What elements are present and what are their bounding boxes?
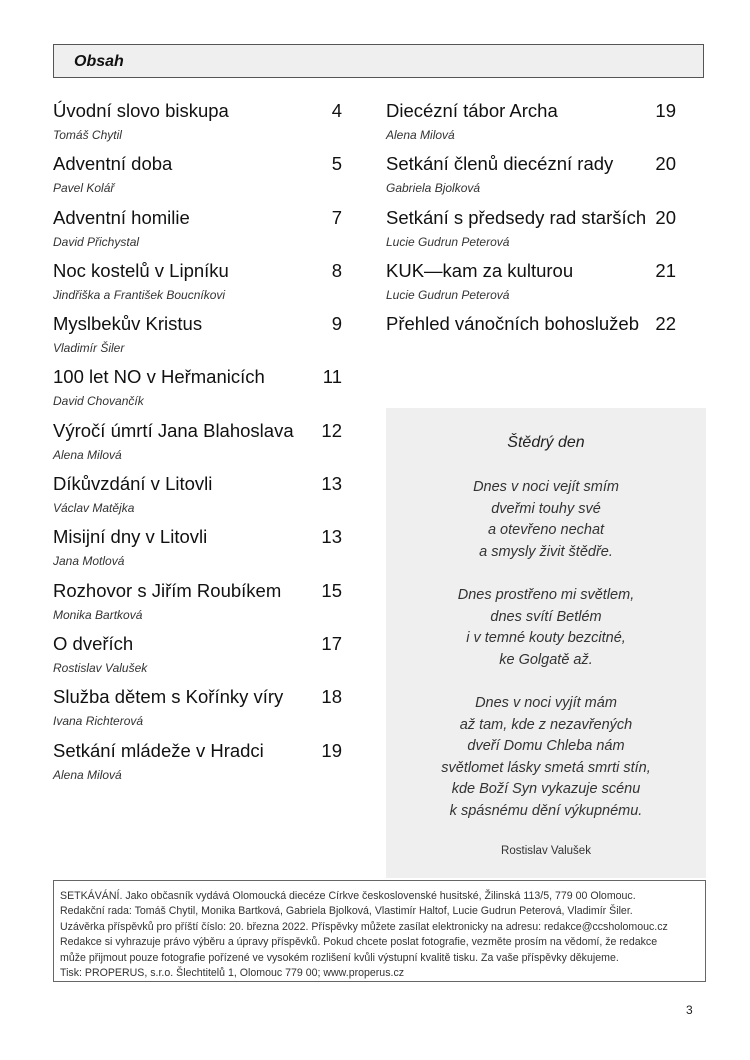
- toc-entry-page: 22: [655, 313, 676, 335]
- imprint-line: Redakční rada: Tomáš Chytil, Monika Bartková, Gabriela Bjolková, Vlastimír Haltof, Lucie Gudrun Peterová, Vladimír Šiler.: [60, 905, 633, 918]
- toc-entry-title[interactable]: Noc kostelů v Lipníku: [53, 259, 229, 281]
- toc-entry-author: Alena Milová: [386, 128, 455, 142]
- poem-line: a smysly živit štědře.: [479, 543, 613, 560]
- toc-entry-title[interactable]: KUK—kam za kulturou: [386, 259, 574, 281]
- toc-entry[interactable]: [53, 738, 342, 791]
- toc-entry-page: 15: [321, 579, 342, 601]
- poem-line: dveřmi touhy své: [491, 500, 601, 517]
- toc-entry-author: Ivana Richterová: [53, 714, 144, 729]
- poem-line: dveří Domu Chleba nám: [467, 738, 625, 755]
- toc-entry[interactable]: [53, 151, 342, 204]
- toc-entry[interactable]: [53, 471, 342, 524]
- toc-entry[interactable]: [53, 258, 342, 311]
- toc-entry[interactable]: [53, 364, 342, 417]
- toc-entry-title[interactable]: Úvodní slovo biskupa: [53, 100, 229, 121]
- toc-entry[interactable]: [386, 311, 676, 364]
- toc-entry-author: Alena Milová: [53, 767, 122, 782]
- imprint-line: může přijmout pouze fotografie pořízené ve vysokém rozlišení kvůli výstupní kvalitě tisku. Za vaše příspěvky děkujeme.: [60, 951, 619, 964]
- toc-entry-author: Pavel Kolář: [53, 181, 115, 196]
- poem-line: ke Golgatě až.: [499, 651, 593, 668]
- poem-line: dnes svítí Betlém: [490, 608, 602, 625]
- imprint-line: SETKÁVÁNÍ. Jako občasník vydává Olomoucká diecéze Církve československé husitské, Žilinská 113/5, 779 00 Olomouc.: [60, 890, 636, 902]
- toc-entry[interactable]: [53, 524, 342, 577]
- toc-entry-page: 13: [321, 526, 342, 548]
- toc-entry-page: 7: [331, 206, 342, 228]
- toc-entry-title[interactable]: Přehled vánočních bohoslužeb: [386, 313, 640, 335]
- toc-entry-page: 20: [655, 206, 676, 228]
- contents-title: Obsah: [74, 53, 124, 70]
- toc-entry-title[interactable]: O dveřích: [53, 632, 134, 654]
- toc-entry-author: Tomáš Chytil: [53, 128, 122, 142]
- toc-entry-author: Jindřiška a František Boucníkovi: [53, 287, 226, 302]
- toc-entry-page: 21: [655, 259, 676, 281]
- toc-entry-title[interactable]: Diecézní tábor Archa: [386, 100, 558, 121]
- toc-entry-page: 18: [321, 686, 342, 708]
- page-number: 3: [686, 1003, 693, 1017]
- imprint-line: Uzávěrka příspěvků pro příští číslo: 20. března 2022. Příspěvky můžete zasílat elektronicky na adresu: redakce@ccsholomouc.cz: [60, 920, 668, 933]
- toc-entry-title[interactable]: Adventní homilie: [53, 206, 190, 228]
- toc-entry[interactable]: [53, 578, 342, 631]
- imprint-line: Tisk: PROPERUS, s.r.o. Šlechtitelů 1, Olomouc 779 00; www.properus.cz: [60, 967, 405, 980]
- toc-entry-page: 17: [321, 632, 342, 654]
- toc-entry-author: Rostislav Valušek: [53, 660, 148, 675]
- toc-entry-page: 19: [321, 739, 342, 761]
- toc-entry[interactable]: [386, 151, 676, 204]
- toc-right-column: [386, 98, 676, 364]
- toc-entry[interactable]: [386, 205, 676, 258]
- poem-line: i v temné kouty bezcitné,: [466, 630, 626, 647]
- imprint-box: [53, 880, 706, 982]
- toc-entry-author: Lucie Gudrun Peterová: [386, 234, 510, 249]
- toc-entry-title[interactable]: Setkání členů diecézní rady: [386, 153, 614, 175]
- poem-line: světlomet lásky smetá smrti stín,: [441, 759, 651, 776]
- toc-entry-author: Jana Motlová: [53, 554, 125, 569]
- toc-left-column: [53, 98, 342, 791]
- poem-line: kde Boží Syn vykazuje scénu: [451, 781, 641, 798]
- toc-entry-page: 13: [321, 473, 342, 495]
- poem-title: Štědrý den: [507, 434, 585, 451]
- toc-entry-title[interactable]: 100 let NO v Heřmanicích: [53, 366, 265, 388]
- toc-entry[interactable]: [53, 205, 342, 258]
- poem-line: a otevřeno nechat: [487, 522, 605, 539]
- toc-entry-author: Vladimír Šiler: [53, 341, 125, 356]
- toc-entry-author: Monika Bartková: [53, 607, 143, 622]
- toc-entry[interactable]: [53, 311, 342, 364]
- toc-entry-page: 9: [331, 313, 342, 335]
- toc-entry[interactable]: [53, 684, 342, 737]
- toc-entry-title[interactable]: Misijní dny v Litovli: [53, 526, 208, 548]
- poem-body: [386, 477, 706, 844]
- poem-line: až tam, kde z nezavřených: [459, 716, 633, 733]
- toc-entry-page: 5: [331, 153, 342, 175]
- toc-entry-title[interactable]: Služba dětem s Kořínky víry: [53, 686, 284, 708]
- toc-entry-title[interactable]: Rozhovor s Jiřím Roubíkem: [53, 579, 282, 601]
- toc-entry-page: 12: [321, 419, 342, 441]
- toc-entry[interactable]: [53, 631, 342, 684]
- toc-entry[interactable]: [53, 98, 342, 151]
- toc-entry[interactable]: [386, 98, 676, 151]
- toc-entry-page: 11: [322, 366, 342, 388]
- poem-line: k spásnému dění výkupnému.: [449, 802, 643, 819]
- poem-stanza: [386, 585, 706, 671]
- toc-entry[interactable]: [386, 258, 676, 311]
- toc-entry-author: Gabriela Bjolková: [386, 181, 481, 196]
- toc-entry-page: 8: [331, 259, 342, 281]
- toc-entry-author: Lucie Gudrun Peterová: [386, 287, 510, 302]
- toc-entry[interactable]: [53, 418, 342, 471]
- toc-entry-page: 4: [331, 100, 342, 121]
- toc-entry-title[interactable]: Myslbekův Kristus: [53, 313, 203, 335]
- poem-line: Dnes v noci vyjít mám: [475, 694, 617, 711]
- toc-entry-title[interactable]: Setkání mládeže v Hradci: [53, 739, 264, 761]
- contents-header: [53, 44, 704, 78]
- poem-author: Rostislav Valušek: [501, 845, 591, 857]
- toc-entry-author: Václav Matějka: [53, 501, 135, 516]
- poem-stanza: [386, 693, 706, 823]
- toc-entry-author: Alena Milová: [53, 447, 122, 462]
- toc-entry-page: 19: [655, 100, 676, 121]
- poem-stanza: [386, 477, 706, 563]
- poem-box: [386, 408, 706, 878]
- poem-line: Dnes v noci vejít smím: [473, 479, 619, 495]
- toc-entry-author: David Chovančík: [53, 394, 144, 409]
- toc-entry-title[interactable]: Setkání s předsedy rad starších: [386, 206, 647, 228]
- toc-entry-author: David Přichystal: [53, 234, 140, 249]
- toc-entry-title[interactable]: Díkůvzdání v Litovli: [53, 473, 213, 495]
- toc-entry-title[interactable]: Výročí úmrtí Jana Blahoslava: [53, 419, 294, 441]
- poem-line: Dnes prostřeno mi světlem,: [457, 586, 635, 603]
- toc-entry-title[interactable]: Adventní doba: [53, 153, 173, 175]
- imprint-line: Redakce si vyhrazuje právo výběru a úpravy příspěvků. Pokud chcete poslat fotografie, vezměte prosím na vědomí, že redakce: [60, 936, 658, 949]
- toc-entry-page: 20: [655, 153, 676, 175]
